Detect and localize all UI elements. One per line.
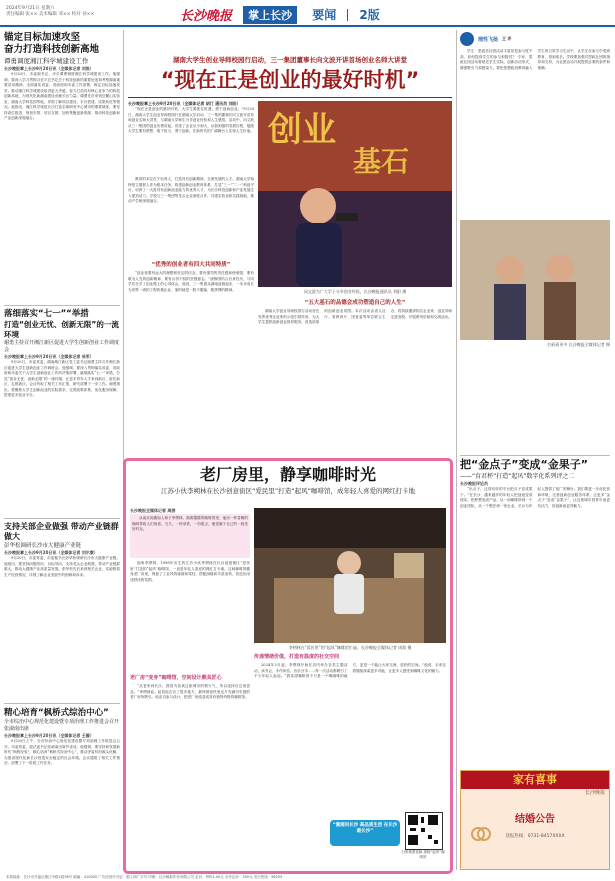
main-kicker: 湖南大学生创业导师校园行启动，三一集团董事长向文波开讲首场创业名师大讲堂 — [173, 56, 407, 64]
feature-qr-caption: 扫码观看视频 探秘“起风”咖啡馆 — [401, 850, 445, 859]
left-divider-2 — [4, 518, 120, 519]
main-body-text: “现在正是创业的最好时机，大学生要抓住机遇，勇于创新创业。”9月20日，湖南大学生创业导师校园行在湖南大学启动，三一集团董事长向文波开讲首场创业名师大讲堂，与湖南大学师生分享创业经验和人生感悟。活动中，向文波从三一集团的创业历程讲起，讲述了企业从小到大、从弱到强的发展历程，勉励大学生要有梦想、敢于担当、勇于创新，在新时代的广阔舞台上实现人生价值。 — [128, 107, 254, 133]
article4-byline: 长沙晚报掌上长沙9月20日讯（全媒体记者 王璇） — [4, 733, 94, 738]
ad-slogan: 结婚公告 — [515, 814, 555, 825]
feature-photo-illustration — [254, 508, 446, 643]
wedding-rings-icon — [469, 821, 493, 845]
page-number: 2版 — [359, 8, 380, 22]
left-divider-3 — [4, 703, 120, 704]
feature-photo-caption: 李朔林在“爱民里”的“起风”咖啡馆忙碌。长沙晚报全媒体记者 周游 摄 — [288, 645, 412, 650]
article2-title: 落细落实“七一”“举措 — [4, 309, 89, 319]
article4-body-text: 9月20日上午，全市综治中心规范化建设暨专项治理工作推进会召开。市委常委、政法委书记张淑南出席并讲话。他强调，要坚持和发展新时代“枫桥经验”，精心培育“枫桥式综治中心”，推动矛盾纠纷源头化解，为建设现代化新长沙营造安全稳定的社会环境。会议通报了相关工作情况，部署了下一阶段工作任务。 — [4, 739, 120, 765]
article3-byline: 长沙晚报掌上长沙9月20日讯（全媒体记者 刘尔康） — [4, 550, 98, 555]
main-body2-text: 湖南大学创业导师校园行活动旨在发挥优秀企业家的示范引领作用，为大学生提供创新创业指导服务，营造浓厚的创新创业氛围。本次活动由省人社厅、省教育厅、团省委等单位联合主办，将持续邀请知名企业家、创业导师走进高校，开展系列讲座和交流活动。 — [258, 309, 452, 324]
main-photo-illustration — [258, 101, 452, 287]
feature-col-left — [130, 508, 250, 844]
feature-body-b — [130, 684, 250, 844]
mid-col-body-text: 教育的本位在于培养人，打造具有创新精神、全面发展的人才。湖南大学始终把立德树人作为根本任务，构建创新创业教育体系，打造“三一”“二一”科创平台，培养了一大批具有创新创业能力的优秀人才，为长沙科技创新和产业发展注入强劲动力。学校与三一集团等龙头企业深度合作，共建实验室和实践基地，推动产学研深度融合。 — [128, 177, 254, 203]
commentary-header — [460, 32, 610, 46]
sub-brand-badge: 掌上长沙 — [243, 6, 297, 24]
feature-subheadline: 江苏小伙李朔林在长沙创意街区“爱民里”打造“起风”咖啡馆，成年轻人喜爱的网红打卡地 — [161, 487, 415, 495]
feature-body-b-text: “从老家到长沙，我因为喜欢这座城市的烟火气，所以选择在这里创业。”李朔林说。起初他走访了很多地方，最终被爱民里这片充满历史感的老厂房所吸引。他亲自参与设计，把老厂房改造成具有独特风格的咖啡馆。 — [130, 684, 250, 699]
commentary-badge-icon — [460, 32, 474, 46]
right-divider — [460, 455, 610, 456]
feature-sub1: 老厂房“变身”咖啡馆，空间设计颇具匠心 — [130, 675, 222, 681]
commentary-section-label: 理性飞扬 — [478, 36, 499, 43]
article3-body — [4, 556, 120, 711]
feature-photo — [254, 508, 446, 643]
footer-info: 本报地址：长沙市开福区湘江中路2段36号 邮编：410005 广告经营许可证：湘工商广字号 印刷：长沙晚报印务有限公司 定价：每份1.00元 全年定价：300元 发行热线：96255 — [6, 875, 283, 879]
main-headline: “现在正是创业的最好时机” — [160, 68, 420, 92]
header-date-block — [6, 6, 94, 18]
right-photo — [460, 220, 610, 340]
right-article-body-text: “出点子，还得有好的平台把点子变成果子。”在长沙，越来越多的年轻人把创意变成现实，把梦想变成产品。从一间咖啡馆到一个创业团队，从一个想法到一家企业，长沙为年轻人提供了宽广的舞台。我们要进一步优化营商环境，完善创新创业服务体系，让更多“金点子”变成“金果子”，让这座城市因青年而更有活力，因创新而更具魅力。 — [460, 487, 610, 508]
feature-body-c — [254, 663, 446, 813]
left-article-3 — [4, 522, 120, 711]
feature-badge: “湘湘问长沙 高品质生活 在长沙 最长沙” — [330, 820, 400, 846]
feature-body-c-text: 2024年3月起，李朔林开始在店内举办各类主题活动，读书会、手作体验、音乐分享……每一次活动都吸引了不少年轻人参加。“我希望咖啡馆不只是一个喝咖啡的地方，更是一个能让大家交流、放松的空间。”他说，未来还将继续探索更多可能，让更多人感受到咖啡文化的魅力。 — [254, 663, 446, 678]
svg-text:基石: 基石 — [353, 145, 410, 178]
feature-byline: 长沙晚报全媒体记者 周游 — [130, 508, 176, 513]
article2-byline: 长沙晚报掌上长沙9月20日讯（全媒体记者 吴军） — [4, 354, 94, 359]
article4-subtitle: 全市综治中心规范化建设暨专项治理工作推进会召开 张淑南出席 — [4, 719, 120, 732]
article1-body — [4, 72, 120, 267]
article1-title-line1: 锚定目标加速攻坚 — [4, 32, 81, 43]
left-divider-1 — [4, 305, 120, 306]
feature-qr-code[interactable] — [405, 812, 443, 850]
brand-logo: 长沙晚报 — [180, 9, 233, 24]
main-subhead: “五大基石的品德会成功塑造自己的人生” — [304, 300, 406, 306]
left-article-2 — [4, 308, 120, 525]
feature-body-a-text: 他叫李朔林，1998年出生的江苏小伙李朔林在长沙创意街区“爱民里”打造的“起风”咖啡馆，一直是年轻人喜爱的网红打卡地。这间咖啡馆藏身老厂房里，保留了工业风的墙面和梁柱，搭配绿植和木质桌椅，营造出闲适舒适的氛围。 — [130, 561, 250, 582]
header-date: 2024年9月21日 星期六 — [6, 6, 55, 11]
header-editors: 责任编辑 张×× 美术编辑 邓×× 校对 孙×× — [6, 12, 95, 17]
main-body — [128, 107, 254, 175]
qr-icon — [406, 813, 440, 847]
article3-title: 支持关部企业做强 带动产业链群做大 — [4, 522, 119, 541]
svg-text:创业: 创业 — [268, 110, 336, 150]
mid-col-body — [128, 177, 254, 257]
article4-title: 精心培育“枫桥式综治中心” — [4, 708, 109, 718]
article3-body-text: 9月20日，市委常委、市委秘书长彭华松调研长沙市大健康产业链。他指出，要坚持问题导向、目标导向，支持龙头企业做强，带动产业链群做大，推动大健康产业高质量发展。彭华松先后来到相关企业，实地察看生产经营情况，详细了解企业发展中的困难和诉求。 — [4, 556, 120, 577]
ad-contact: 登报热线：0731-8457XXXX — [505, 834, 565, 839]
main-photo-caption: 向文波为广大学子分享创业经验。长沙晚报通讯员 刘阳 摄 — [303, 289, 407, 294]
right-photo-credit: 扫码看更多 长沙晚报全媒体记者 摄 — [547, 342, 610, 347]
article1-body-text: 9月20日，市委副书记、市长谭勇调度湘江科学城建设工作。他强调，要深入学习贯彻习近平总书记关于科技创新的重要论述和考察湖南重要讲话精神，全面落实省委、省政府和市委工作部署，锚定目标加速攻坚，推动湘江科学城建设取得更大突破，奋力打造具有核心竞争力的科技创新高地，为现代化新湖南建设贡献长沙力量。谭勇先后来到岳麓山实验室、湖南大学科技园等地，详细了解项目建设、平台搭建、成果转化等情况。他指出，湘江科学城是长沙打造全球研发中心城市的重要载体，要坚持高位推进、规划引领、项目支撑，加快集聚创新资源，推动科技创新和产业创新深度融合。 — [4, 72, 120, 120]
masthead — [180, 4, 440, 24]
masthead-divider — [347, 9, 348, 21]
right-commentary — [460, 32, 610, 229]
right-article-byline: 长沙晚报评论员 — [460, 481, 488, 486]
feature-headline: 老厂房里，静享咖啡时光 — [199, 465, 376, 484]
right-article-subtitle: ——“育君杯”打造“起风”数字化系列评之二 — [460, 473, 575, 480]
feature-col-right — [254, 653, 446, 813]
right-article-title: 把“金点子”变成“金果子” — [460, 458, 588, 471]
ad-subtitle: 长沙晚报 — [584, 790, 605, 796]
right-article-body — [460, 487, 610, 687]
section-name: 要闻 — [312, 8, 337, 22]
feature-body-a — [130, 561, 250, 671]
column-divider-right — [456, 30, 457, 870]
article2-body-text: 9月20日，市委常委、湖南湘江新区党工委书记谢勇主持召开湘江新区促进大学生创新创业工作调度会。他强调，要深入贯彻落实省委、省政府和市委关于大学生创新创业工作的决策部署，落细落实“七一”举措，打造“创业无忧、创新无限”的一流环境，让更多青年人才来到新区、留在新区、扎根新区。会议听取了相关工作汇报，研究部署下一步工作。谢勇指出，要聚焦大学生创新创业的实际需求，完善政策体系，优化服务保障，搭建更多创业平台。 — [4, 360, 120, 397]
feature-sub2: 传递情绪价值，打造有温度的社交空间 — [254, 654, 340, 660]
article3-subtitle: 彭华松调研长沙市大健康产业链 — [4, 543, 82, 549]
article1-subtitle: 谭勇调度湘江科学城建设工作 — [4, 57, 89, 65]
main-headline-rule — [128, 97, 452, 98]
header-rule — [0, 25, 615, 27]
commentary-body — [460, 49, 610, 229]
mid-section-title: “优秀的创业者有四大共同特质” — [151, 262, 231, 268]
main-body2 — [258, 309, 452, 454]
main-story-continuation — [258, 298, 452, 454]
mid-section-body-text: “创业者要有远大的理想和坚定的信念，要有强烈的责任感和使命感，要有敢为人先的创新精神，要有百折不挠的坚强意志。”唐修国结合自身经历，与同学们分享了创业路上的心得体会。他说，三一集团从湖南涟源起步，一步步成长为世界一流的工程机械企业，靠的就是一股不服输、敢拼搏的精神。 — [128, 271, 254, 292]
mid-section-body — [128, 271, 254, 381]
article1-title-line2: 奋力打造科技创新高地 — [4, 44, 100, 55]
wedding-ad[interactable] — [460, 770, 610, 870]
commentary-body-text: 学生：思政类社团活动丰富但是参与度不高，如何提高学生的参与积极性？ 专家：思政社团活动要贴近学生实际，创新活动形式，增强吸引力和感染力。要把思想政治教育融入学生的日常学习生活中，让学生在参与中受到教育、得到成长。学校要加强对思政社团的指导和支持，为社团活动开展提供必要的条件和保障。 — [460, 49, 610, 70]
left-article-4 — [4, 707, 120, 869]
left-article-1 — [4, 32, 120, 267]
main-byline: 长沙晚报掌上长沙9月20日讯（全媒体记者 胡汀 通讯员 刘阳） — [128, 101, 241, 106]
article1-byline: 长沙晚报掌上长沙9月20日讯（全媒体记者 刘俊） — [4, 66, 94, 71]
article2-title2: 打造“创业无忧、创新无限”的一流环境 — [4, 320, 119, 339]
feature-lead — [130, 514, 250, 558]
right-photo-illustration — [460, 220, 610, 340]
feature-lead-text: 从南京到湖南人林子李朔林，熙熙攘攘的咖啡馆里，他用一杯香醇的咖啡带给人们惊喜。当天，一杯拿铁，一份甜点，便是属于自己的一段美好时光。 — [132, 516, 248, 531]
main-story-intro — [128, 101, 254, 381]
article2-body — [4, 360, 120, 525]
commentary-byline: 王 评 — [502, 36, 512, 41]
article2-subtitle: 谢勇主持召开湘江新区促进大学生创新创业工作调度会 — [4, 340, 120, 353]
main-photo — [258, 101, 452, 287]
right-article — [460, 458, 610, 687]
ad-title: 家有喜事 — [461, 771, 609, 789]
article4-body — [4, 739, 120, 869]
